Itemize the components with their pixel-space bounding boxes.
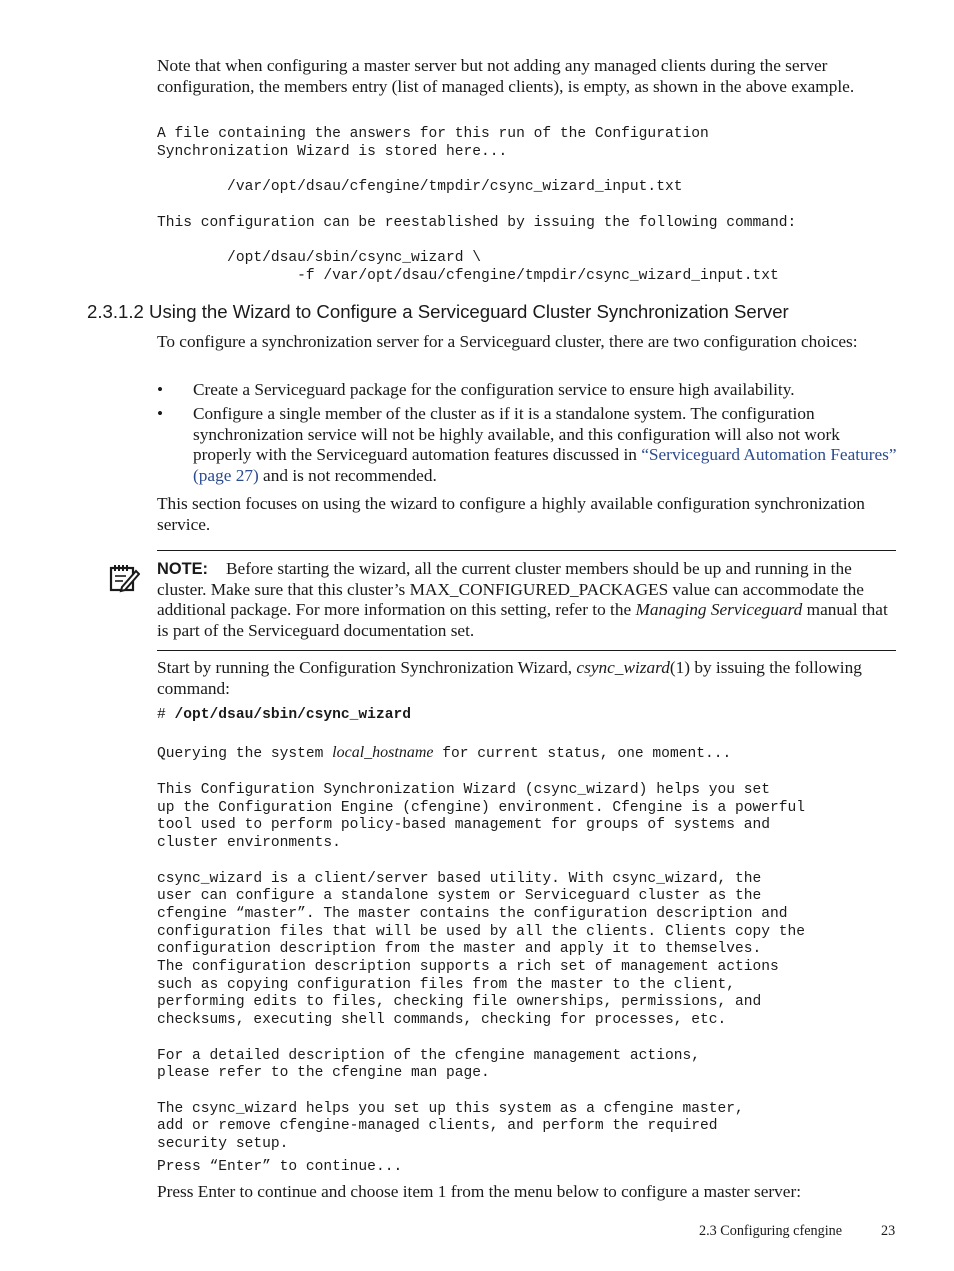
note-text-part: Before starting the wizard, all the current cluster members should be up and running in the cluster. Make sure that this cluster’s MAX_CONFIGURED_PACKAGES value can accommodate the additional package. For more information on this setting, refer to the [157, 559, 864, 620]
command-line [157, 707, 411, 725]
query-text-part: for current status, one moment... [433, 746, 732, 762]
code-line: security setup. [157, 1136, 289, 1153]
code-line: configuration description from the master and apply it to themselves. [157, 941, 762, 958]
wizard-output-block [157, 782, 805, 1154]
command-text: /opt/dsau/sbin/csync_wizard [174, 707, 411, 723]
code-line: /var/opt/dsau/cfengine/tmpdir/csync_wizard_input.txt [157, 179, 683, 196]
start-text-part: Start by running the Configuration Synchronization Wizard, [157, 658, 577, 677]
code-line: add or remove cfengine-managed clients, and perform the required [157, 1118, 718, 1135]
code-line: performing edits to files, checking file ownerships, permissions, and [157, 994, 762, 1011]
note-pad-icon [108, 562, 140, 594]
code-line: such as copying configuration files from the master to the client, [157, 976, 736, 993]
query-line [157, 744, 731, 764]
code-line: The configuration description supports a rich set of management actions [157, 959, 779, 976]
bullet-text-part: Configure a single member of the cluster as if it is a standalone system. The configuration synchronization service will not be highly available, and this configuration will also not work properly with the Serviceguard automation features discussed in [193, 404, 840, 465]
bullet-icon: • [157, 380, 164, 399]
bullet-icon: • [157, 404, 164, 423]
serviceguard-automation-link[interactable]: “Serviceguard Automation Features” (page 27) [193, 445, 897, 485]
section-intro: To configure a synchronization server for a Serviceguard cluster, there are two configuration choices: [157, 332, 858, 351]
code-line: cfengine “master”. The master contains the configuration description and [157, 905, 788, 922]
code-line: A file containing the answers for this run of the Configuration [157, 126, 709, 142]
code-line: user can configure a standalone system or Serviceguard cluster as the [157, 888, 762, 905]
code-block-answers-file [157, 126, 796, 285]
query-hostname: local_hostname [332, 744, 434, 761]
note-top-rule [157, 550, 896, 551]
note-bottom-rule [157, 650, 896, 651]
section-focus: This section focuses on using the wizard to configure a highly available configuration synchronization service. [157, 494, 865, 534]
note-text [157, 559, 897, 641]
code-line: configuration files that will be used by all the clients. Clients copy the [157, 923, 806, 940]
note-label: NOTE: [157, 560, 208, 578]
intro-paragraph: Note that when configuring a master server but not adding any managed clients during the server configuration, the members entry (list of managed clients), is empty, as shown in the above example. [157, 56, 855, 96]
note-text-italic: Managing Serviceguard [635, 600, 803, 620]
code-line: This configuration can be reestablished by issuing the following command: [157, 214, 797, 231]
bullet-text [193, 404, 897, 486]
list-item [157, 404, 897, 488]
command-prompt: # [157, 707, 175, 723]
code-line: csync_wizard is a client/server based utility. With csync_wizard, the [157, 870, 762, 887]
start-text-part: (1) by issuing the following command: [157, 658, 862, 698]
bullet-text: Create a Serviceguard package for the configuration service to ensure high availability. [193, 380, 795, 399]
code-line: up the Configuration Engine (cfengine) environment. Cfengine is a powerful [157, 799, 806, 816]
code-line: Synchronization Wizard is stored here... [157, 143, 508, 160]
code-line: tool used to perform policy-based management for groups of systems and [157, 817, 771, 834]
closing-paragraph: Press Enter to continue and choose item 1 from the menu below to configure a master server: [157, 1182, 802, 1201]
footer-page-number: 23 [881, 1223, 896, 1239]
code-line: cluster environments. [157, 835, 341, 852]
press-enter-line: Press “Enter” to continue... [157, 1159, 403, 1175]
code-line: For a detailed description of the cfengine management actions, [157, 1047, 700, 1064]
code-line: The csync_wizard helps you set up this system as a cfengine master, [157, 1100, 744, 1117]
query-text-part: Querying the system [157, 746, 333, 762]
code-line: This Configuration Synchronization Wizard (csync_wizard) helps you set [157, 782, 771, 798]
code-line: checksums, executing shell commands, checking for processes, etc. [157, 1012, 727, 1029]
code-line: please refer to the cfengine man page. [157, 1065, 490, 1082]
start-paragraph [157, 658, 897, 699]
code-line: /opt/dsau/sbin/csync_wizard \ [157, 249, 482, 266]
footer-section: 2.3 Configuring cfengine [699, 1223, 843, 1239]
code-line: -f /var/opt/dsau/cfengine/tmpdir/csync_wizard_input.txt [157, 267, 779, 284]
bullet-text-part: and is not recommended. [258, 465, 437, 485]
note-text-part: manual that is part of the Serviceguard documentation set. [157, 600, 888, 640]
section-heading: 2.3.1.2 Using the Wizard to Configure a Serviceguard Cluster Synchronization Server [87, 301, 789, 322]
start-text-italic: csync_wizard [576, 658, 670, 677]
list-item [157, 380, 897, 402]
